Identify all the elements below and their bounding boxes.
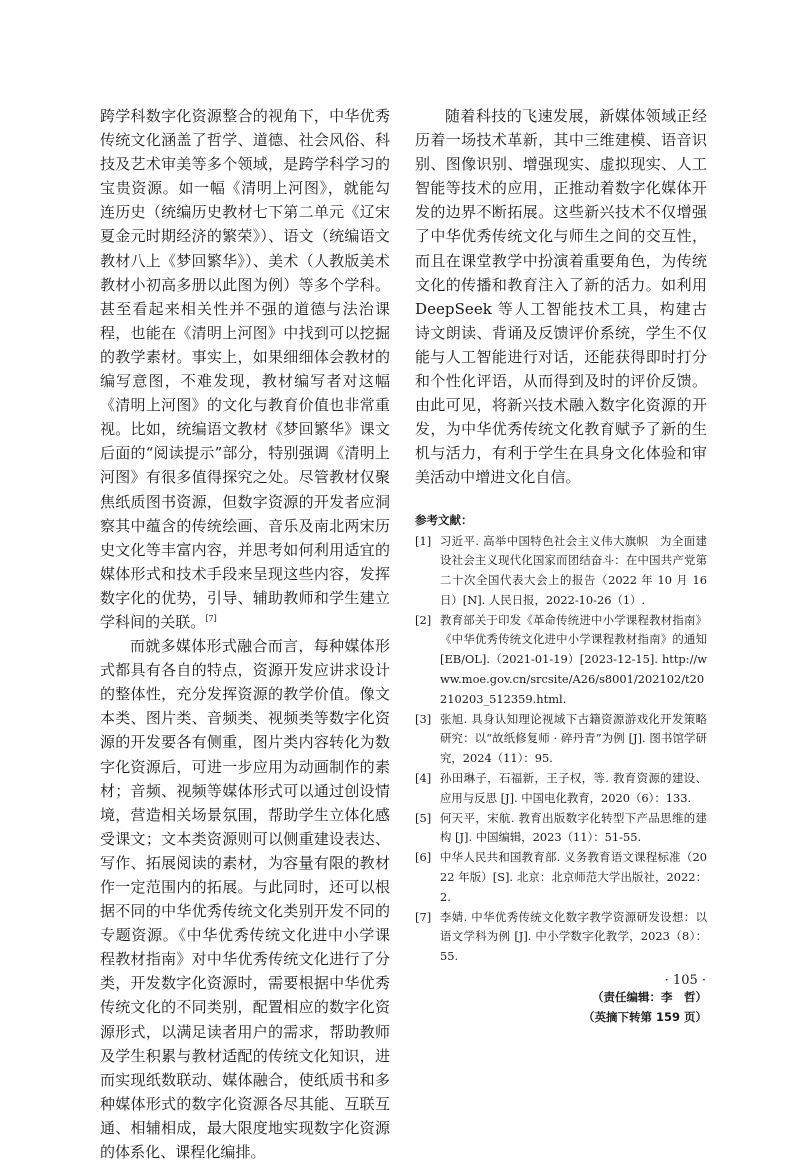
reference-text: 习近平. 高举中国特色社会主义伟大旗帜 为全面建设社会主义现代化国家而团结奋斗：在中国共产党第二十次全国代表大会上的报告（2022 年 10 月 16 日）[N]. 人民日报，2022-10-26（1）. <box>440 533 707 607</box>
responsible-editor: （责任编辑：李 哲） <box>592 990 707 1005</box>
reference-item <box>415 769 707 809</box>
body-paragraph: 而就多媒体形式融合而言，每种媒体形式都具有各自的特点，资源开发应讲求设计的整体性，充分发挥资源的教学价值。像文本类、图片类、音频类、视频类等数字化资源的开发要各有侧重，图片类内容转化为数字化资源后，可进一步应用为动画制作的素材；音频、视频等媒体形式可以通过创设情境，营造相关场景氛围，帮助学生立体化感受课文；文本类资源则可以侧重建设表达、写作、拓展阅读的素材，为容量有限的教材作一定范围内的拓展。与此同时，还可以根据不同的中华优秀传统文化类别开发不同的专题资源。《中华优秀传统文化进中小学课程教材指南》对中华优秀传统文化进行了分类，开发数字化资源时，需要根据中华优秀传统文化的不同类别，配置相应的数字化资源形式，以满足读者用户的需求，帮助教师及学生积累与教材适配的传统文化知识，进而实现纸数联动、媒体融合，使纸质书和多种媒体形式的数字化资源各尽其能、互联互通、相辅相成，最大限度地实现数字化资源的体系化、课程化编排。 <box>100 637 390 1162</box>
reference-number: [3] <box>415 711 432 726</box>
page-number: · 105 · <box>664 973 706 988</box>
reference-text: 教育部关于印发《革命传统进中小学课程教材指南》《中华优秀传统文化进中小学课程教材指南》的通知 [EB/OL].（2021-01-19）[2023-12-15]. http://www.moe.gov.cn/srcsite/A26/s8001/202102/t20210203_512359.html. <box>440 612 707 706</box>
reference-item <box>415 809 707 849</box>
reference-number: [1] <box>415 533 432 548</box>
reference-number: [5] <box>415 810 432 825</box>
reference-item <box>415 848 707 907</box>
reference-number: [7] <box>415 909 432 924</box>
editor-note <box>415 987 707 1027</box>
reference-item <box>415 710 707 769</box>
reference-item <box>415 611 707 710</box>
body-paragraph <box>100 104 390 634</box>
reference-text: 李婧. 中华优秀传统文化数字教学资源研发设想：以语文学科为例 [J]. 中小学数字化教学，2023（8）：55. <box>440 909 707 964</box>
left-column <box>100 104 390 1164</box>
citation-superscript: [7] <box>205 613 217 623</box>
reference-text: 张旭. 具身认知理论视域下古籍资源游戏化开发策略研究：以“故纸修复师 · 碎丹青”为例 [J]. 图书馆学研究，2024（11）：95. <box>440 711 707 766</box>
reference-text: 孙田琳子，石福新，王子权，等. 教育资源的建设、应用与反思 [J]. 中国电化教育，2020（6）：133. <box>440 771 707 805</box>
reference-text: 何天平，宋航. 教育出版数字化转型下产品思维的建构 [J]. 中国编辑，2023（11）：51-55. <box>440 810 707 845</box>
right-column <box>415 104 707 1027</box>
reference-number: [4] <box>415 771 432 786</box>
reference-list <box>415 532 707 968</box>
references-heading: 参考文献： <box>415 512 473 527</box>
reference-item <box>415 532 707 611</box>
body-paragraph: 随着科技的飞速发展，新媒体领域正经历着一场技术革新，其中三维建模、语音识别、图像识别、增强现实、虚拟现实、人工智能等技术的应用，正推动着数字化媒体开发的边界不断拓展。这些新兴技术不仅增强了中华优秀传统文化与师生之间的交互性，而且在课堂教学中扮演着重要角色，为传统文化的传播和教育注入了新的活力。如利用 DeepSeek 等人工智能技术工具，构建古诗文朗读、背诵及反馈评价系统，学生不仅能与人工智能进行对话，还能获得即时打分和个性化评语，从而得到及时的评价反馈。由此可见，将新兴技术融入数字化资源的开发，为中华优秀传统文化教育赋予了新的生机与活力，有利于学生在具身文化体验和审美活动中增进文化自信。 <box>415 107 707 487</box>
reference-item <box>415 908 707 967</box>
continued-note: （英摘下转第 159 页） <box>582 1010 707 1025</box>
reference-number: [6] <box>415 850 432 865</box>
reference-number: [2] <box>415 612 432 627</box>
reference-text: 中华人民共和国教育部. 义务教育语文课程标准（2022 年版）[S]. 北京：北京师范大学出版社，2022：2. <box>440 850 707 904</box>
paragraph-text: 跨学科数字化资源整合的视角下，中华优秀传统文化涵盖了哲学、道德、社会风俗、科技及艺术审美等多个领域，是跨学科学习的宝贵资源。如一幅《清明上河图》，就能勾连历史（统编历史教材七下第二单元《辽宋夏金元时期经济的繁荣》）、语文（统编语文教材八上《梦回繁华》）、美术（人教版美术教材小初高多册以此图为例）等多个学科。甚至看起来相关性并不强的道德与法治课程，也能在《清明上河图》中找到可以挖掘的教学素材。事实上，如果细细体会教材的编写意图，不难发现，教材编写者对这幅《清明上河图》的文化与教育价值也非常重视。比如，统编语文教材《梦回繁华》课文后面的“阅读提示”部分，特别强调《清明上河图》有很多值得探究之处。尽管教材仅聚焦纸质图书资源，但数字资源的开发者应洞察其中蕴含的传统绘画、音乐及南北两宋历史文化等丰富内容，并思考如何利用适宜的媒体形式和技术手段来呈现这些内容，发挥数字化的优势，引导、辅助教师和学生建立学科间的关联。 <box>100 107 390 631</box>
